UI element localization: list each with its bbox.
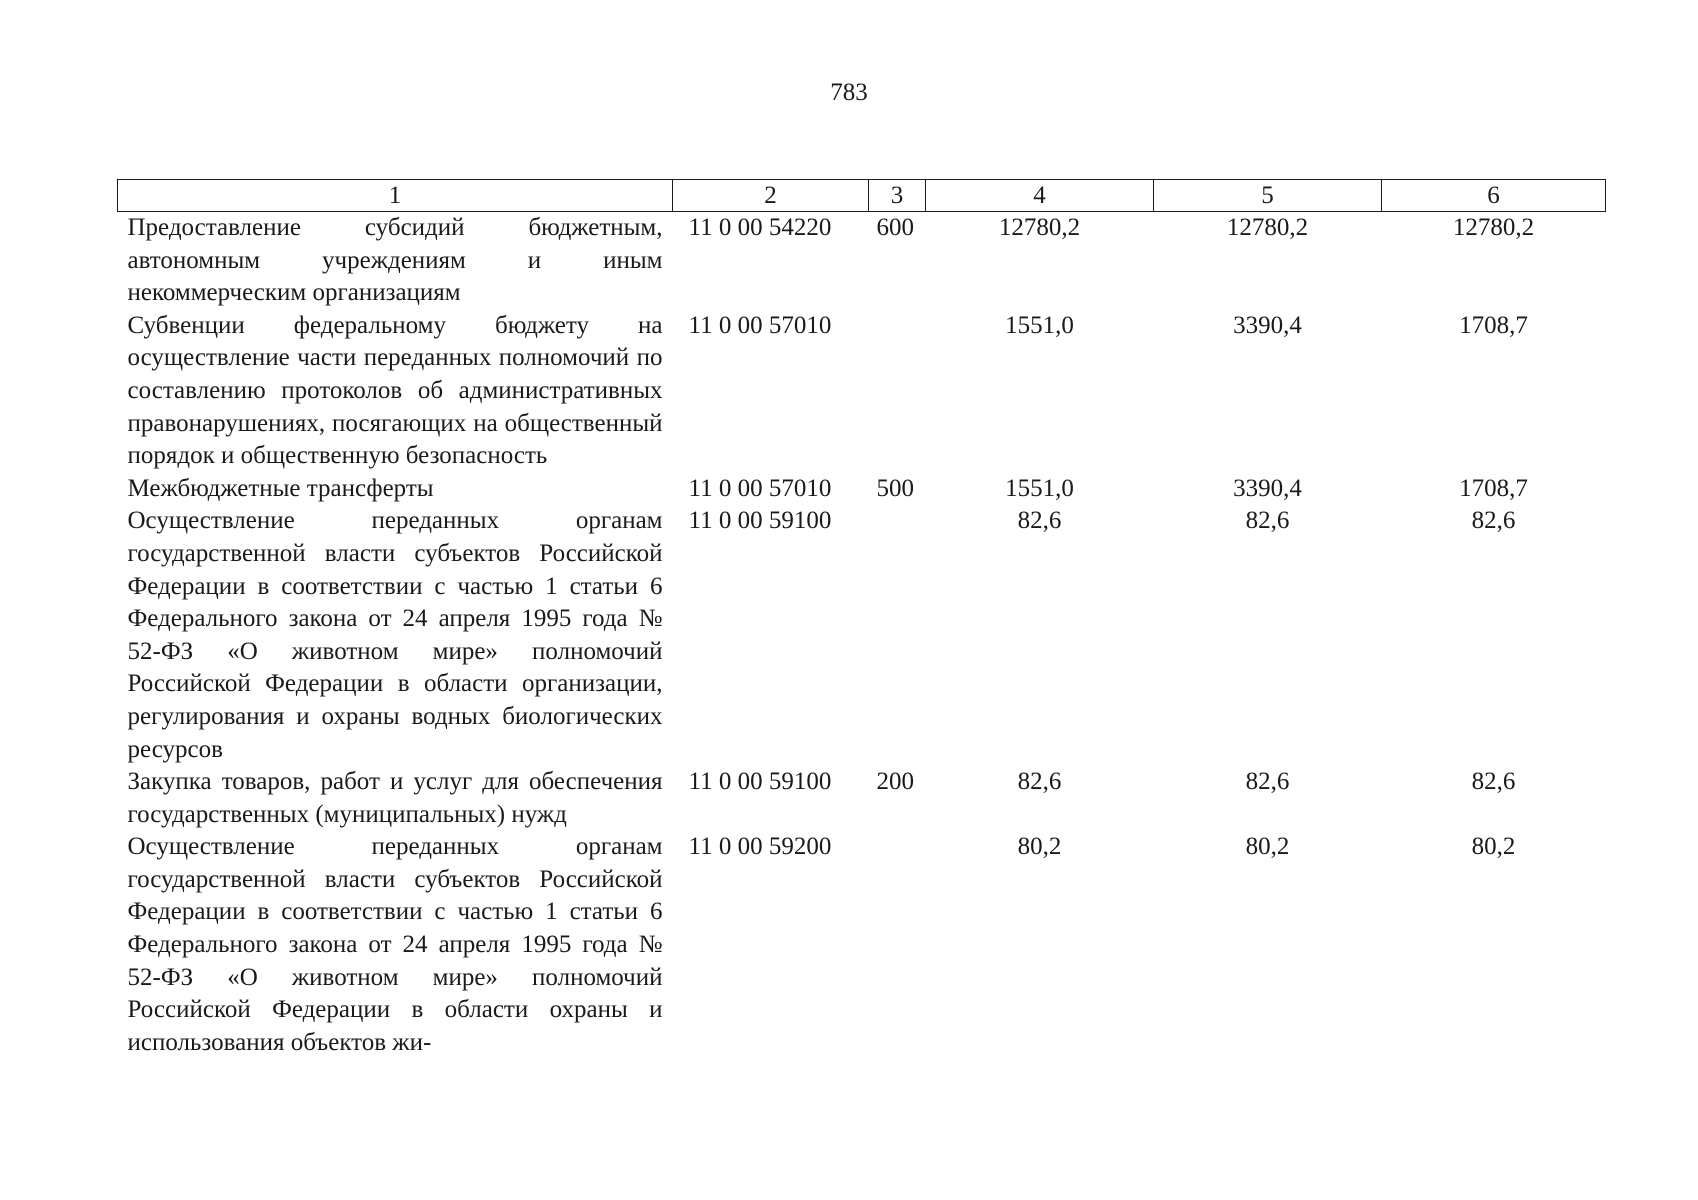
row-code: 11 0 00 59100 — [688, 507, 832, 535]
row-value-5: 12780,2 — [1226, 214, 1309, 241]
page-number: 783 — [830, 79, 868, 106]
table-row — [118, 505, 1606, 766]
row-value-4: 82,6 — [1017, 768, 1062, 796]
row-value-6: 82,6 — [1471, 507, 1516, 535]
budget-table — [117, 179, 1606, 1059]
row-code: 11 0 00 59100 — [688, 768, 832, 796]
table-header-row — [118, 180, 1606, 212]
row-value-6: 1708,7 — [1459, 311, 1528, 339]
row-code: 11 0 00 54220 — [688, 214, 832, 241]
row-expense-type — [869, 310, 926, 473]
row-code: 11 0 00 59200 — [688, 833, 832, 861]
row-value-6: 12780,2 — [1452, 214, 1535, 241]
row-expense-type — [869, 831, 926, 1059]
row-value-4: 80,2 — [1017, 833, 1062, 861]
row-value-4: 1551,0 — [1005, 311, 1074, 339]
row-name: Осуществление переданных органам государственной власти субъектов Российской Федерации в соответствии с частью 1 статьи 6 Федерального закона от 24 апреля 1995 года № 52-ФЗ «О животном мире» полномочий Российской Федерации в области охраны и использования объектов жи- — [127, 833, 663, 1056]
row-name: Межбюджетные трансферты — [127, 474, 434, 502]
column-header-1: 1 — [118, 180, 673, 212]
row-value-5: 82,6 — [1245, 507, 1290, 535]
row-code: 11 0 00 57010 — [688, 311, 832, 339]
column-header-4: 4 — [926, 180, 1154, 212]
table-row — [118, 473, 1606, 506]
row-value-4: 1551,0 — [1005, 474, 1074, 502]
row-name: Субвенции федеральному бюджету на осуществление части переданных полномочий по составлению протоколов об административных правонарушениях, посягающих на общественный порядок и общественную безопасность — [127, 311, 663, 470]
column-header-6: 6 — [1382, 180, 1606, 212]
table-row — [118, 831, 1606, 1059]
row-name: Закупка товаров, работ и услуг для обеспечения государственных (муниципальных) нужд — [127, 768, 663, 828]
row-value-6: 82,6 — [1471, 768, 1516, 796]
row-name: Предоставление субсидий бюджетным, автономным учреждениям и иным некоммерческим организациям — [127, 214, 663, 307]
row-value-5: 82,6 — [1245, 768, 1290, 796]
column-header-5: 5 — [1154, 180, 1382, 212]
table-row — [118, 212, 1606, 310]
row-expense-type: 200 — [876, 768, 914, 796]
row-value-6: 1708,7 — [1459, 474, 1528, 502]
table-row — [118, 310, 1606, 473]
row-expense-type — [869, 505, 926, 766]
row-value-5: 3390,4 — [1233, 311, 1302, 339]
row-name: Осуществление переданных органам государственной власти субъектов Российской Федерации в соответствии с частью 1 статьи 6 Федерального закона от 24 апреля 1995 года № 52-ФЗ «О животном мире» полномочий Российской Федерации в области организации, регулирования и охраны водных биологических ресурсов — [127, 507, 663, 763]
row-expense-type: 600 — [876, 214, 914, 241]
row-value-4: 82,6 — [1017, 507, 1062, 535]
row-expense-type: 500 — [876, 474, 914, 502]
row-value-5: 3390,4 — [1233, 474, 1302, 502]
table-row — [118, 766, 1606, 831]
row-value-5: 80,2 — [1245, 833, 1290, 861]
column-header-3: 3 — [869, 180, 926, 212]
column-header-2: 2 — [673, 180, 869, 212]
row-value-4: 12780,2 — [998, 214, 1081, 241]
row-code: 11 0 00 57010 — [688, 474, 832, 502]
row-value-6: 80,2 — [1471, 833, 1516, 861]
